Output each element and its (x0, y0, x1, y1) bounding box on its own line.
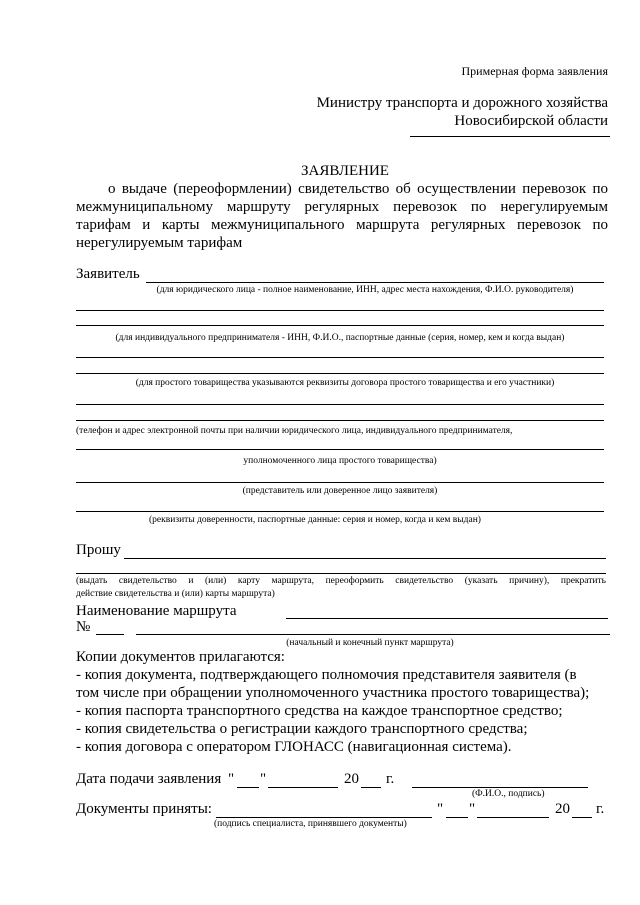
applicant-field-line-3[interactable] (76, 325, 604, 326)
route-points-field[interactable] (136, 634, 610, 635)
route-name-label: Наименование маршрута (76, 603, 237, 619)
accepted-year-field[interactable] (572, 817, 592, 818)
request-hint-1: (выдать свидетельство и (или) карту маршрута, переоформить свидетельство (указать причину), прекратить (76, 576, 606, 586)
applicant-label: Заявитель (76, 266, 140, 282)
accepted-hint: (подпись специалиста, принявшего документы) (214, 819, 407, 829)
applicant-hint-3: (для простого товарищества указываются реквизиты договора простого товарищества и его участники) (135, 378, 555, 388)
accepted-month-field[interactable] (477, 817, 549, 818)
accepted-signature-field[interactable] (216, 817, 432, 818)
applicant-hint-1: (для юридического лица - полное наименование, ИНН, адрес места нахождения, Ф.И.О. руководителя) (156, 285, 574, 295)
route-number-field[interactable] (96, 634, 124, 635)
date-year-prefix: 20 (344, 771, 359, 787)
form-note: Примерная форма заявления (461, 64, 608, 78)
addressee-line-1: Министру транспорта и дорожного хозяйства (316, 95, 608, 111)
subject-line-3: тарифам и карты межмуниципального маршрута регулярных перевозок по (76, 217, 608, 233)
applicant-hint-5: уполномоченного лица простого товарищества) (243, 456, 437, 466)
date-day-field[interactable] (237, 787, 259, 788)
applicant-field-line-5[interactable] (76, 373, 604, 374)
applicant-field-line-7[interactable] (76, 420, 604, 421)
route-name-field[interactable] (286, 618, 608, 619)
date-year-suffix: г. (386, 771, 395, 787)
signature-field[interactable] (412, 787, 588, 788)
attachment-item-3: - копия свидетельства о регистрации каждого транспортного средства; (76, 721, 528, 737)
applicant-hint-2: (для индивидуального предпринимателя - ИНН, Ф.И.О., паспортные данные (серия, номер, кем и когда выдан) (115, 333, 565, 343)
document-title: ЗАЯВЛЕНИЕ (301, 163, 389, 179)
power-of-attorney-field[interactable] (76, 511, 604, 512)
applicant-field-line-2[interactable] (76, 310, 604, 311)
route-number-label: № (76, 619, 91, 635)
route-hint: (начальный и конечный пункт маршрута) (286, 638, 454, 648)
accepted-quote-close: " (469, 801, 476, 817)
applicant-field-line-4[interactable] (76, 357, 604, 358)
subject-line-2: межмуниципальному маршруту регулярных перевозок по нерегулируемым (76, 199, 608, 215)
accepted-day-field[interactable] (446, 817, 468, 818)
request-field[interactable] (124, 558, 606, 559)
date-month-field[interactable] (268, 787, 338, 788)
date-quote-close: " (260, 771, 267, 787)
addressee-underline (410, 136, 610, 137)
attachment-item-2: - копия паспорта транспортного средства на каждое транспортное средство; (76, 703, 563, 719)
subject-line-1: о выдаче (переоформлении) свидетельство об осуществлении перевозок по (108, 181, 608, 197)
subject-paragraph (76, 180, 608, 252)
applicant-hint-7: (реквизиты доверенности, паспортные данные: серия и номер, когда и кем выдан) (149, 515, 481, 525)
applicant-hint-4: (телефон и адрес электронной почты при наличии юридического лица, индивидуального предпринимателя, (76, 426, 513, 436)
date-year-field[interactable] (361, 787, 381, 788)
applicant-field-line-6[interactable] (76, 404, 604, 405)
attachment-item-1-cont: том числе при обращении уполномоченного участника простого товарищества); (76, 685, 590, 701)
addressee-line-2: Новосибирской области (454, 113, 608, 129)
request-hint-2: действие свидетельства и (или) карты маршрута) (76, 589, 275, 599)
accepted-year-prefix: 20 (555, 801, 570, 817)
subject-line-4: нерегулируемым тарифам (76, 235, 243, 251)
attachment-item-1: - копия документа, подтверждающего полномочия представителя заявителя (в (76, 667, 577, 683)
applicant-field-line-8[interactable] (76, 449, 604, 450)
accepted-label: Документы приняты: (76, 801, 212, 817)
request-field-line-2[interactable] (76, 573, 606, 574)
applicant-field[interactable] (146, 282, 604, 283)
applicant-hint-6: (представитель или доверенное лицо заявителя) (242, 486, 438, 496)
accepted-year-suffix: г. (596, 801, 605, 817)
accepted-quote-open: " (437, 801, 444, 817)
attachments-block (76, 648, 589, 756)
attachment-item-4: - копия договора с оператором ГЛОНАСС (навигационная система). (76, 739, 512, 755)
representative-field[interactable] (76, 482, 604, 483)
attachments-title: Копии документов прилагаются: (76, 649, 285, 665)
date-label: Дата подачи заявления (76, 771, 222, 787)
date-quote-open: " (228, 771, 235, 787)
request-label: Прошу (76, 542, 121, 558)
signature-hint: (Ф.И.О., подпись) (472, 789, 545, 799)
